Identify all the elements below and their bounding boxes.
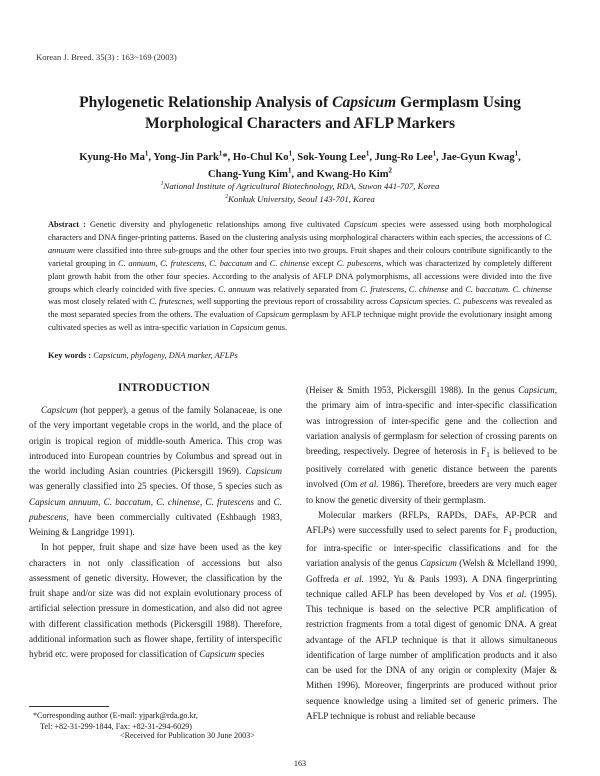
- keywords: [48, 350, 552, 362]
- title-line-2: Morphological Characters and AFLP Markers: [144, 115, 456, 132]
- page-number: 163: [293, 759, 307, 768]
- title-line-1: Phylogenetic Relationship Analysis of Capsicum Germplasm Using: [79, 94, 521, 111]
- footnote-line-2: Tel: +82-31-299-1844, Fax: +82-31-294-6029): [40, 722, 192, 731]
- keywords-label: Key words :: [48, 351, 92, 360]
- authors-line-2: Chang-Yung Kim$^1$, and Kwang-Ho Kim$^2$: [208, 167, 392, 180]
- author-list: [40, 149, 560, 183]
- left-column: [29, 403, 282, 662]
- introduction-heading: INTRODUCTION: [118, 382, 210, 394]
- abstract-label: Abstract :: [48, 220, 86, 229]
- corresponding-author-footnote: [33, 710, 293, 732]
- footnote-line-1: *Corresponding author (E-mail: yjpark@rda.go.kr,: [33, 711, 198, 720]
- intro-paragraph-3: (Heiser & Smith 1953, Pickersgill 1988). In the genus Capsicum, the primary aim of intra-specific and inter-specific classification was introgression of inter-specific gene and the collection and variation analysis of germplasm for selection of crossing parents on breeding, respectively. Degree of heterosis in $F_1$ is believed to be positively correlated with genetic distance between the parents involved (Om et al. 1986). Therefore, breeders are very much eager to know the genetic diversity of their germplasm.: [306, 385, 557, 505]
- keywords-text: Capsicum, phylogeny, DNA marker, AFLPs: [93, 351, 238, 360]
- intro-paragraph-4: Molecular markers (RFLPs, RAPDs, DAFs, AP-PCR and AFLPs) were successfully used to select parents for $F_1$ production, for intra-specific or inter-specific classifications and for the variation analysis of the genus Capsicum (Welsh & Mclelland 1990, Goffreda et al. 1992, Yu & Pauls 1993). A DNA fingerprinting technique called AFLP has been developed by Vos et al. (1995). This technique is based on the selective PCR amplification of restriction fragments from a total digest of genomic DNA. A great advantage of the AFLP technique is that it allows simultaneous identification of large number of amplification products and it also can be used for the DNA of any origin or complexity (Majer & Mithen 1996). Moreover, fingerprints are produced without prior sequence knowledge using a limited set of generic primers. The AFLP technique is robust and reliable because: [306, 509, 557, 721]
- authors-line-1: Kyung-Ho Ma$^1$, Yong-Jin Park$^1$*, Ho-Chul Ko$^1$, Sok-Young Lee$^1$, Jung-Ro Lee$^1$, Jae-Gyun Kwag$^1$,: [79, 150, 521, 163]
- intro-paragraph-1: Capsicum (hot pepper), a genus of the family Solanaceae, is one of the very important vegetable crops in the world, and the place of origin is tropical region of middle-south America. This crop was introduced into European countries by Columbus and spread out in the world including Asian countries (Pickersgill 1969). Capsicum was generally classified into 25 species. Of those, 5 species such as Capsicum annuum, C. baccatum, C. chinense, C. frutescens and C. pubescens, have been commercially cultivated (Eshbaugh 1983, Weining & Langridge 1991).: [29, 405, 282, 537]
- received-date: <Received for Publication 30 June 2003>: [120, 731, 255, 740]
- right-column: [306, 383, 557, 724]
- affiliation-1: $^1$National Institute of Agricultural Biotechnology, RDA, Suwon 441-707, Korea: [160, 181, 440, 191]
- affiliation-2: $^2$Konkuk University, Seoul 143-701, Korea: [225, 193, 375, 204]
- affiliations: [40, 180, 560, 205]
- footnote-rule: [29, 706, 109, 707]
- paper-title: [40, 92, 560, 134]
- journal-reference: Korean J. Breed. 35(3) : 163~169 (2003): [36, 52, 177, 62]
- abstract: Abstract : Genetic diversity and phylogenetic relationships among five cultivated Capsicum species were assessed using both morphological characters and DNA finger-printing patterns. Based on the clustering analysis using morphological characters within each species, the accessions of C. annuum were classified into three sub-groups and the other four species into two groups. Fruit shapes and their colours contribute significantly to the varietal grouping in C. annuum, C. frutescens, C. baccatum and C. chinense except C. pubescens, which was characterized by completely different plant growth habit from the other four species. According to the analysis of AFLP DNA polymorphisms, all accessions were divided into the five groups which clearly coincided with five species. C. annuum was relatively separated from C. frutescens, C. chinense and C. baccatum. C. chinense was most closely related with C. frutescnes, well supporting the previous report of crossability across Capsicum species. C. pubescens was revealed as the most separated species from the others. The evaluation of Capsicum germplasm by AFLP technique might provide the evolutionary insight among cultivated species as well as intra-specific variation in Capsicum genus.: [48, 220, 552, 333]
- intro-paragraph-2: In hot pepper, fruit shape and size have been used as the key characters in not only classification of accessions but also assessment of genetic diversity. However, the classification by the fruit shape and/or size was did not explain evolutionary process of artificial selection pressure in domestication, and also did not agree with different classification methods (Pickersgill 1988). Therefore, additional information such as flower shape, fertility of interspecific hybrid etc. were proposed for classification of Capsicum species: [29, 542, 282, 659]
